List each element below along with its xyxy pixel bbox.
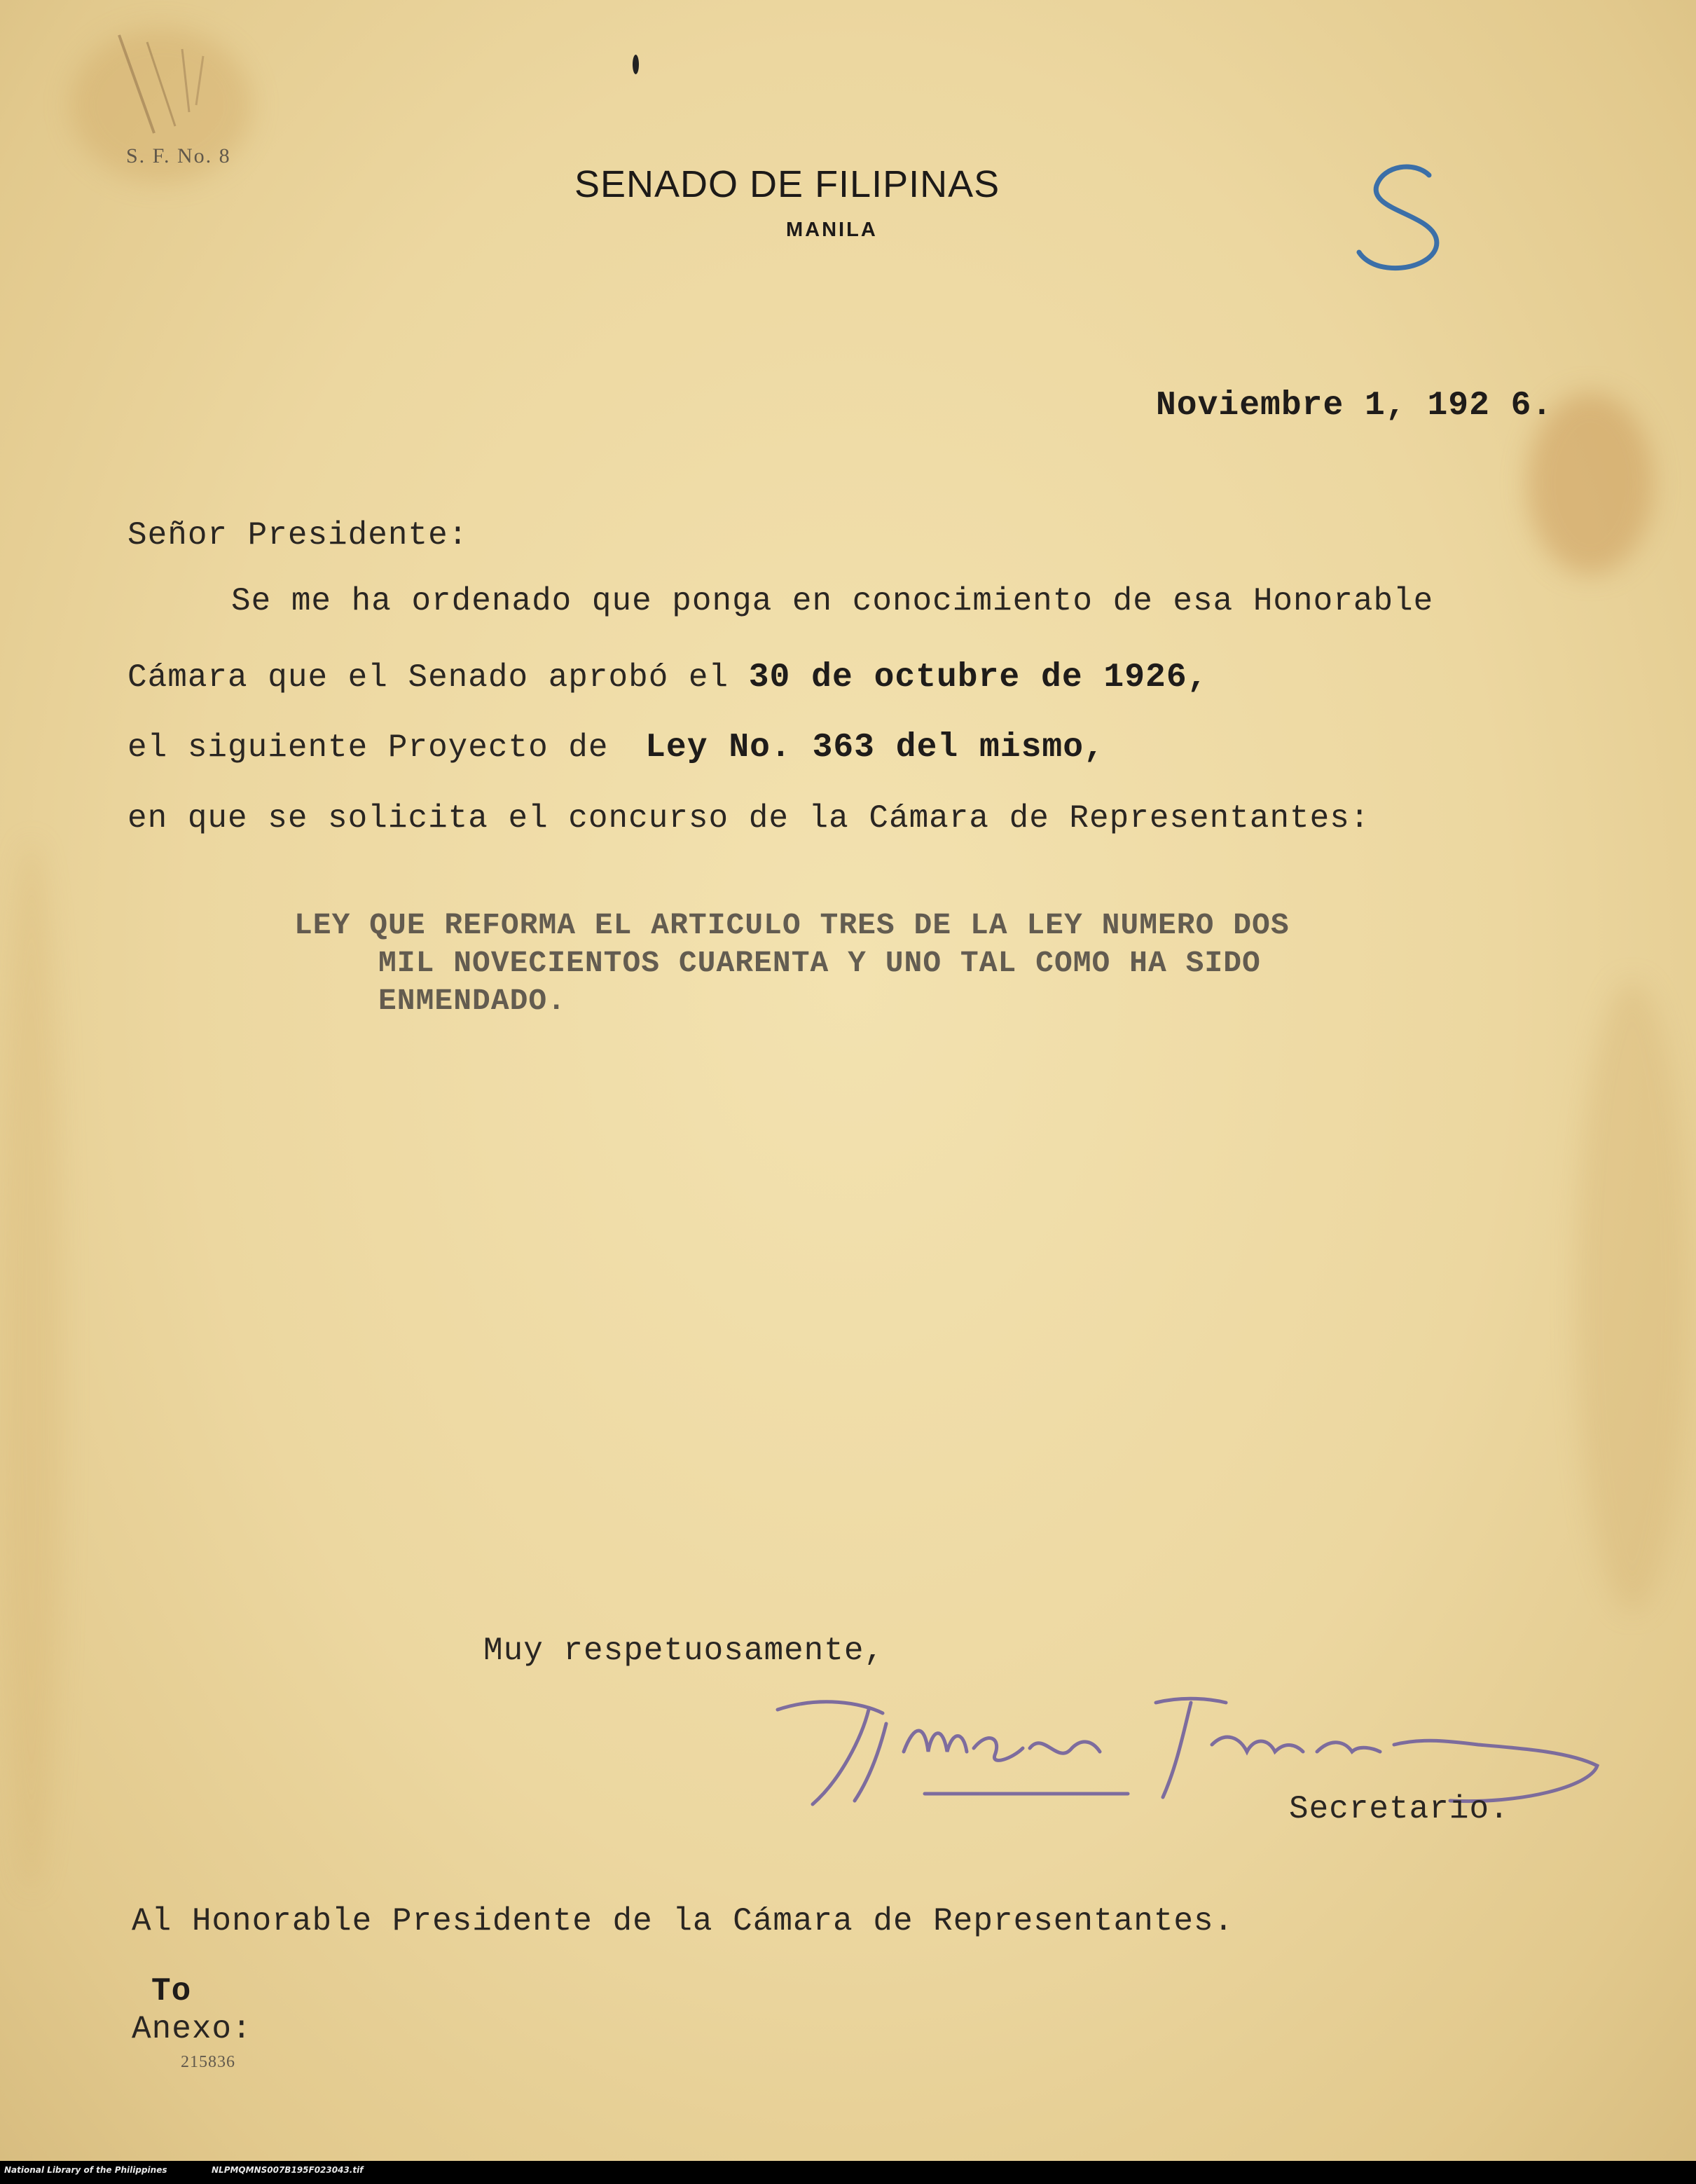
pencil-mark-text: S bbox=[1373, 259, 1374, 260]
body-line-3-text: el siguiente Proyecto de bbox=[127, 729, 609, 766]
body-line-2 bbox=[127, 659, 1208, 696]
addressee: Al Honorable Presidente de la Cámara de Representantes. bbox=[132, 1903, 1234, 1939]
salutation: Señor Presidente: bbox=[127, 517, 469, 554]
footer-file-id: NLPMQMNS007B195F023043.tif bbox=[212, 2165, 364, 2175]
pencil-mark-s bbox=[1331, 154, 1471, 280]
body-line-2-text: Cámara que el Senado aprobó el bbox=[127, 659, 729, 696]
bill-number: Ley No. 363 del mismo, bbox=[645, 729, 1105, 767]
letterhead-title: SENADO DE FILIPINAS bbox=[574, 163, 1000, 205]
scratch-marks bbox=[105, 28, 245, 154]
paper-stain bbox=[0, 841, 63, 1892]
bill-title-line-3: ENMENDADO. bbox=[378, 984, 567, 1018]
reference-number: S. F. No. 8 bbox=[126, 144, 231, 167]
approval-date: 30 de octubre de 1926, bbox=[748, 659, 1208, 696]
signature-title: Secretario. bbox=[1289, 1791, 1510, 1827]
body-line-4: en que se solicita el concurso de la Cámara de Representantes: bbox=[127, 800, 1370, 837]
letterhead-city: MANILA bbox=[786, 219, 878, 241]
body-line-1: Se me ha ordenado que ponga en conocimiento de esa Honorable bbox=[231, 583, 1434, 619]
annex-label: Anexo: bbox=[132, 2011, 252, 2047]
letter-date: Noviembre 1, 192 6. bbox=[1156, 387, 1553, 425]
closing: Muy respetuosamente, bbox=[483, 1633, 885, 1669]
footer-library: National Library of the Philippines bbox=[4, 2165, 167, 2175]
bill-title-line-1: LEY QUE REFORMA EL ARTICULO TRES DE LA LEY NUMERO DOS bbox=[294, 908, 1290, 942]
bill-title-line-2: MIL NOVECIENTOS CUARENTA Y UNO TAL COMO HA SIDO bbox=[378, 946, 1261, 980]
annex-number: 215836 bbox=[181, 2053, 235, 2071]
ink-dot bbox=[633, 55, 639, 74]
paper-stain bbox=[1576, 981, 1688, 1612]
body-line-3 bbox=[127, 729, 1105, 767]
to-label: To bbox=[151, 1973, 192, 2010]
